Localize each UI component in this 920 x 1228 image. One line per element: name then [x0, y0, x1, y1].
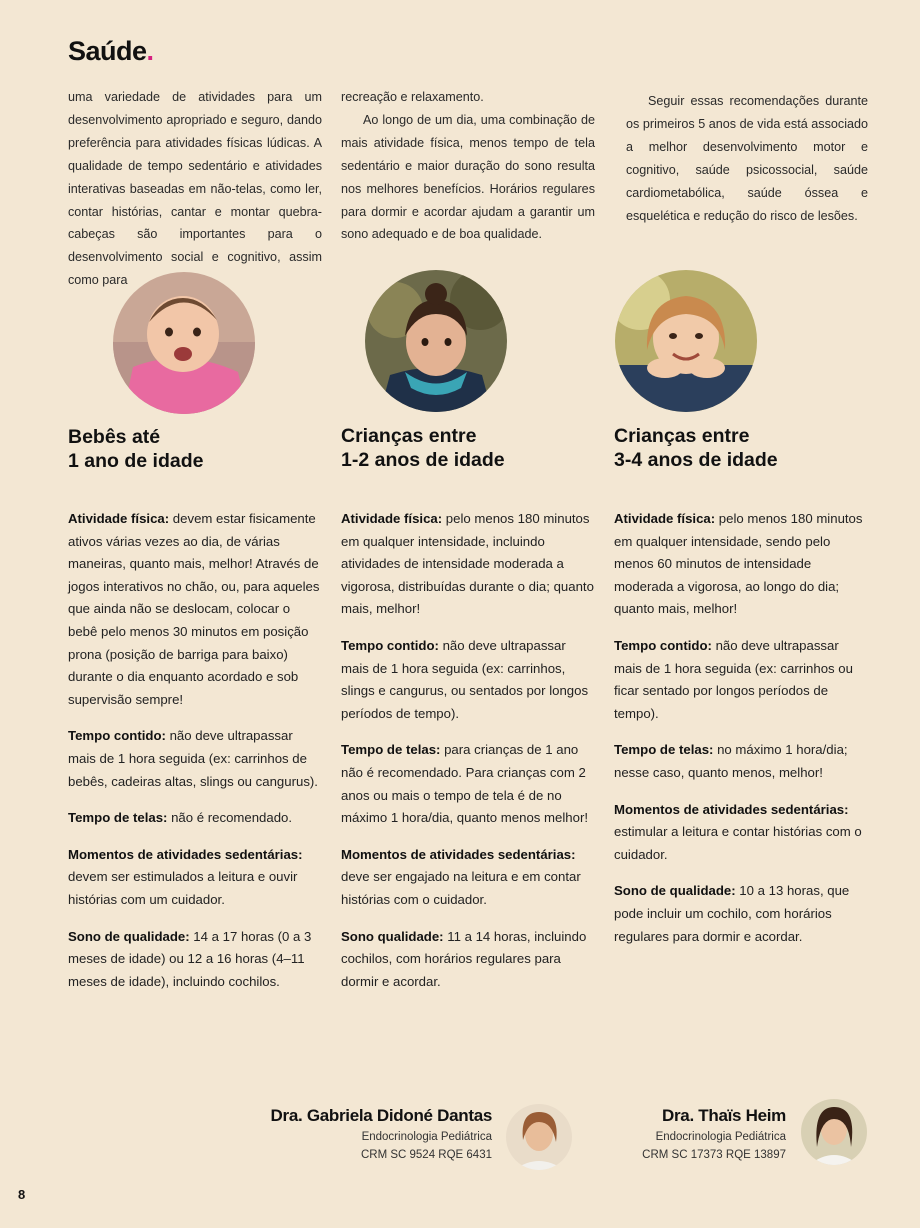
child-photo: [615, 270, 757, 412]
author-crm: CRM SC 17373 RQE 13897: [642, 1149, 786, 1161]
section-title: [68, 36, 154, 67]
recommendation-item: [68, 807, 322, 830]
item-label: Sono qualidade:: [341, 928, 444, 944]
section-title-text: Saúde: [68, 36, 147, 66]
author-crm: CRM SC 9524 RQE 6431: [360, 1149, 492, 1161]
column-title-line: Crianças entre: [614, 425, 750, 447]
item-label: Sono de qualidade:: [614, 883, 736, 899]
author-specialty: Endocrinologia Pediátrica: [361, 1131, 492, 1143]
column-body-1-2-years: [341, 508, 595, 1007]
column-title-3-4-years: [614, 424, 778, 472]
intro-column-3: [626, 90, 868, 227]
item-label: Momentos de atividades sedentárias:: [614, 801, 849, 817]
item-label: Tempo contido:: [68, 728, 166, 744]
recommendation-item: [341, 844, 595, 912]
item-text: para crianças de 1 ano não é recomendado. Para crianças com 2 anos ou mais o tempo de tela é de no máximo 1 hora/dia, quanto menos melhor!: [341, 742, 589, 826]
item-text: pelo menos 180 minutos em qualquer intensidade, incluindo atividades de intensidade moderada a vigorosa, distribuídas durante o dia; quanto mais, melhor!: [341, 511, 594, 617]
column-title-line: Bebês até: [68, 426, 161, 448]
item-text: não deve ultrapassar mais de 1 hora seguida (ex: carrinhos de bebês, cadeiras altas, slings ou cangurus).: [68, 728, 318, 789]
baby-photo: [113, 272, 255, 414]
item-text: estimular a leitura e contar histórias com o cuidador.: [614, 824, 862, 862]
page-number: 8: [18, 1187, 26, 1202]
item-text: deve ser engajado na leitura e em contar histórias com o cuidador.: [341, 869, 581, 907]
item-label: Tempo de telas:: [614, 742, 714, 758]
recommendation-item: [614, 508, 868, 621]
recommendation-item: [341, 635, 595, 725]
recommendation-item: [614, 635, 868, 725]
item-text: no máximo 1 hora/dia; nesse caso, quanto menos, melhor!: [614, 742, 848, 780]
author-name: Dra. Thaïs Heim: [662, 1106, 786, 1125]
author-avatar: [801, 1099, 867, 1165]
column-title-babies: [68, 425, 203, 473]
recommendation-item: [341, 508, 595, 621]
item-label: Tempo de telas:: [341, 742, 441, 758]
item-label: Atividade física:: [614, 511, 716, 526]
intro-column-2: [341, 86, 595, 246]
item-text: devem ser estimulados a leitura e ouvir histórias com um cuidador.: [68, 869, 298, 907]
item-label: Tempo de telas:: [68, 810, 168, 826]
toddler-photo: [365, 270, 507, 412]
item-text: pelo menos 180 minutos em qualquer intensidade, sendo pelo menos 60 minutos de intensidade moderada a vigorosa, ao longo do dia; quanto mais, melhor!: [614, 511, 863, 617]
item-text: 11 a 14 horas, incluindo cochilos, com horários regulares para dormir e acordar.: [341, 928, 587, 989]
author-name: Dra. Gabriela Didoné Dantas: [270, 1106, 492, 1125]
item-text: não deve ultrapassar mais de 1 hora seguida (ex: carrinhos ou ficar sentado por longos períodos de tempo).: [614, 637, 853, 721]
item-text: devem estar fisicamente ativos várias vezes ao dia, de várias maneiras, quanto mais, melhor! Através de jogos interativos no chão, ou, para aqueles que ainda não se deslocam, colocar o bebê pelo menos 30 minutos em posição prona (posição de barriga para baixo) durante o dia enquanto acordado e sob supervisão sempre!: [68, 511, 320, 707]
author-avatar: [506, 1104, 572, 1170]
recommendation-item: [341, 926, 595, 994]
item-label: Atividade física:: [341, 511, 443, 526]
item-label: Momentos de atividades sedentárias:: [341, 846, 576, 862]
item-label: Sono de qualidade:: [68, 928, 190, 944]
intro-paragraph: Seguir essas recomendações durante os primeiros 5 anos de vida está associado a melhor desenvolvimento motor e cognitivo, saúde psicossocial, saúde cardiometabólica, saúde óssea e esquelética e redução do risco de lesões.: [626, 94, 868, 223]
recommendation-item: [68, 725, 322, 793]
column-title-line: 1 ano de idade: [68, 450, 204, 472]
item-label: Tempo contido:: [341, 637, 439, 653]
recommendation-item: [614, 739, 868, 784]
recommendation-item: [341, 739, 595, 829]
intro-paragraph: Ao longo de um dia, uma combinação de mais atividade física, menos tempo de tela sedentário e maior duração do sono resulta nos melhores benefícios. Horários regulares para dormir e acordar ajudam a garantir um sono adequado e de boa qualidade.: [341, 112, 595, 242]
item-text: 14 a 17 horas (0 a 3 meses de idade) ou 12 a 16 horas (4–11 meses de idade), incluindo cochilos.: [68, 928, 312, 989]
column-body-3-4-years: [614, 508, 868, 962]
column-title-line: Crianças entre: [341, 425, 477, 447]
intro-paragraph: recreação e relaxamento.: [341, 90, 484, 104]
column-title-1-2-years: [341, 424, 505, 472]
item-label: Momentos de atividades sedentárias:: [68, 846, 303, 862]
section-title-dot: .: [146, 36, 154, 66]
intro-column-1: [68, 86, 322, 292]
recommendation-item: [68, 508, 322, 711]
recommendation-item: [68, 926, 322, 994]
column-body-babies: [68, 508, 322, 1007]
recommendation-item: [614, 880, 868, 948]
column-title-line: 1-2 anos de idade: [341, 449, 505, 471]
author-specialty: Endocrinologia Pediátrica: [655, 1131, 786, 1143]
recommendation-item: [68, 844, 322, 912]
recommendation-item: [614, 799, 868, 867]
item-label: Atividade física:: [68, 511, 170, 526]
item-text: não deve ultrapassar mais de 1 hora seguida (ex: carrinhos, slings e cangurus, ou sentados por longos períodos de tempo).: [341, 637, 589, 721]
item-label: Tempo contido:: [614, 637, 712, 653]
column-title-line: 3-4 anos de idade: [614, 449, 778, 471]
intro-paragraph: uma variedade de atividades para um desenvolvimento apropriado e seguro, dando preferência para atividades físicas lúdicas. A qualidade de tempo sedentário e atividades interativas baseadas em não-telas, como ler, contar histórias, cantar e montar quebra-cabeças são importantes para o desenvolvimento social e cognitivo, assim como para: [68, 90, 322, 288]
item-text: não é recomendado.: [167, 810, 293, 826]
item-text: 10 a 13 horas, que pode incluir um cochilo, com horários regulares para dormir e acordar.: [614, 883, 850, 944]
